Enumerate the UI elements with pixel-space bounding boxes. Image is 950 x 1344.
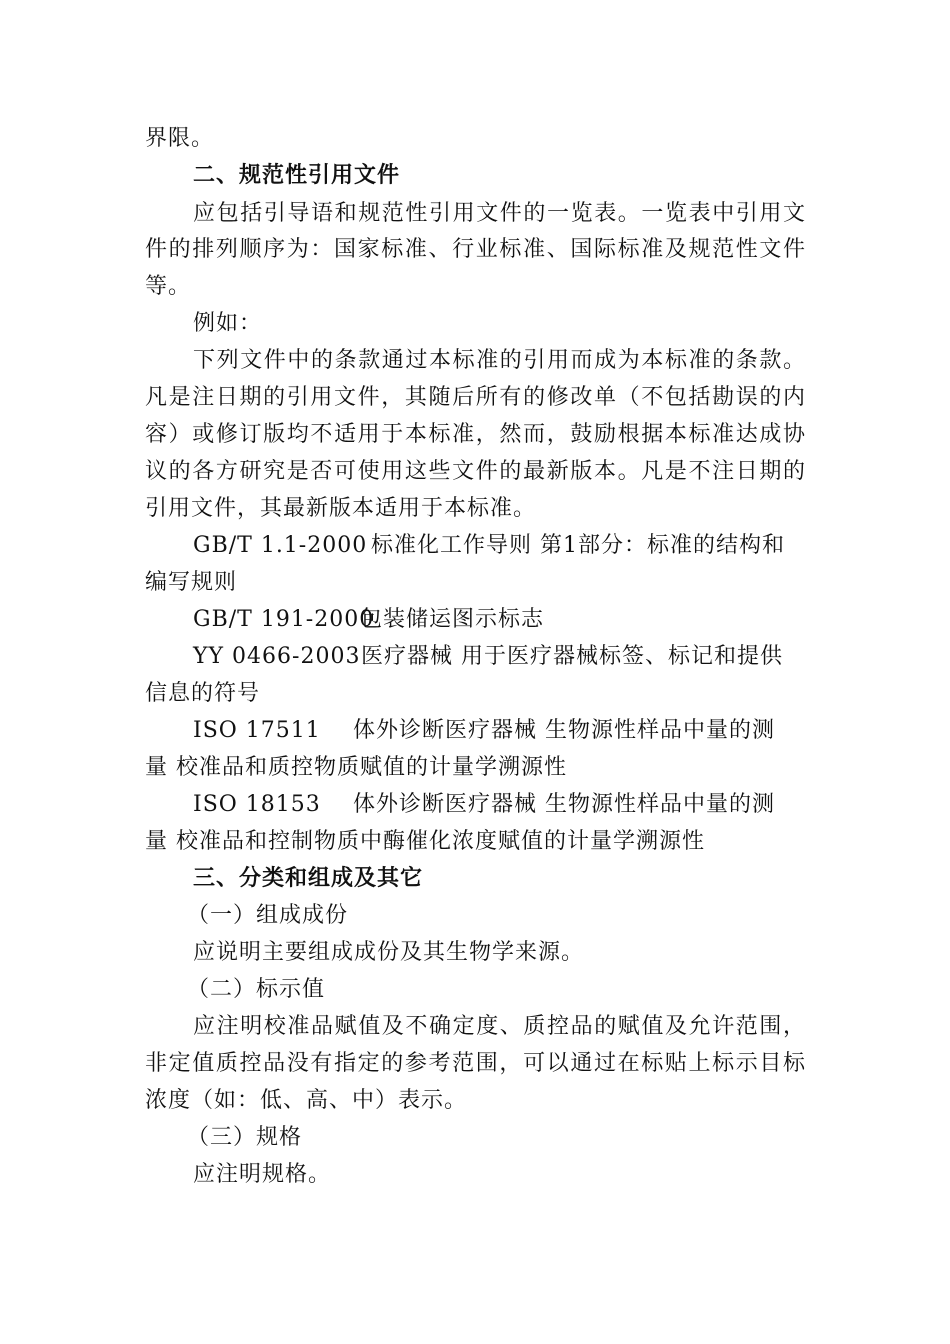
reference-code: ISO 17511: [193, 718, 321, 743]
reference-code: ISO 18153: [193, 792, 321, 817]
paragraph-line: 例如：: [193, 311, 263, 336]
paragraph-line: 议的各方研究是否可使用这些文件的最新版本。凡是不注日期的: [145, 459, 805, 484]
reference-code: YY 0466-2003: [193, 644, 361, 669]
subsection-heading: （一）组成成份: [187, 903, 349, 928]
reference-title: 标准化工作导则 第1部分：标准的结构和: [371, 533, 785, 558]
reference-code: GB/T 1.1-2000: [193, 533, 368, 558]
subsection-heading: （二）标示值: [187, 977, 326, 1002]
reference-title-cont: 信息的符号: [145, 681, 261, 706]
paragraph-line: 容）或修订版均不适用于本标准，然而，鼓励根据本标准达成协: [145, 422, 805, 447]
section-heading-2: 二、规范性引用文件: [193, 163, 401, 188]
reference-code: GB/T 191-2000: [193, 607, 375, 632]
reference-title-cont: 编写规则: [145, 570, 238, 595]
paragraph-line: 引用文件，其最新版本适用于本标准。: [145, 496, 537, 521]
reference-entry: [193, 532, 805, 560]
paragraph-line: 浓度（如：低、高、中）表示。: [145, 1088, 468, 1113]
reference-title: 体外诊断医疗器械 生物源性样品中量的测: [353, 718, 775, 743]
reference-entry: [193, 606, 805, 634]
paragraph-line: 件的排列顺序为：国家标准、行业标准、国际标准及规范性文件: [145, 237, 805, 262]
paragraph-line: 应注明规格。: [193, 1162, 332, 1187]
paragraph-line: 界限。: [145, 126, 215, 151]
reference-entry: [193, 717, 805, 745]
reference-title-cont: 量 校准品和质控物质赋值的计量学溯源性: [145, 755, 567, 780]
paragraph-line: 凡是注日期的引用文件，其随后所有的修改单（不包括勘误的内: [145, 385, 805, 410]
reference-title: 包装储运图示标志: [360, 607, 545, 632]
reference-title-cont: 量 校准品和控制物质中酶催化浓度赋值的计量学溯源性: [145, 829, 705, 854]
reference-entry: [193, 791, 805, 819]
paragraph-line: 应说明主要组成成份及其生物学来源。: [193, 940, 585, 965]
subsection-heading: （三）规格: [187, 1125, 303, 1150]
paragraph-line: 下列文件中的条款通过本标准的引用而成为本标准的条款。: [193, 348, 805, 373]
reference-title: 体外诊断医疗器械 生物源性样品中量的测: [353, 792, 775, 817]
paragraph-line: 等。: [145, 274, 192, 299]
section-heading-3: 三、分类和组成及其它: [193, 866, 424, 891]
paragraph-line: 应包括引导语和规范性引用文件的一览表。一览表中引用文: [193, 201, 805, 226]
reference-title: 医疗器械 用于医疗器械标签、标记和提供: [361, 644, 783, 669]
paragraph-line: 应注明校准品赋值及不确定度、质控品的赋值及允许范围，: [193, 1014, 805, 1039]
reference-entry: [193, 643, 805, 671]
paragraph-line: 非定值质控品没有指定的参考范围，可以通过在标贴上标示目标: [145, 1051, 805, 1076]
